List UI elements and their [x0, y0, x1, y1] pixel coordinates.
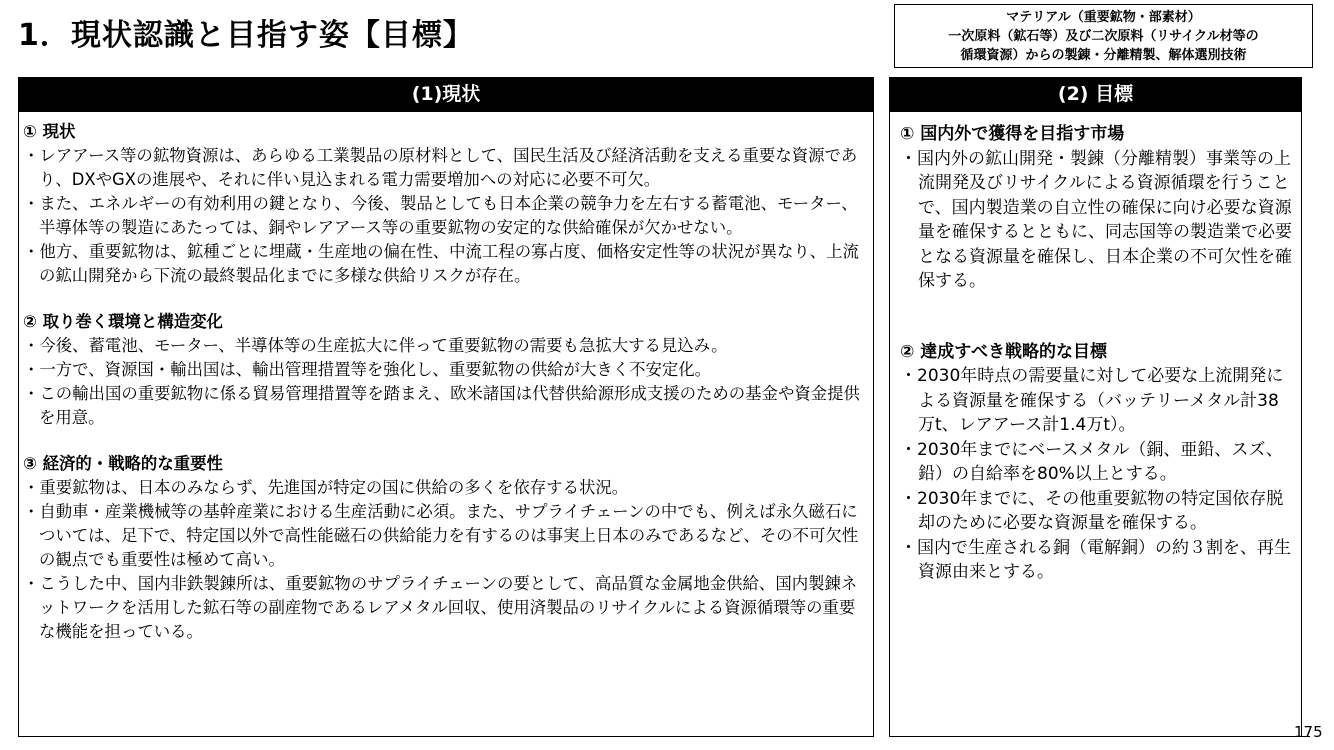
page-number: 175 [1294, 723, 1323, 741]
bullet-item: ・国内外の鉱山開発・製錬（分離精製）事業等の上流開発及びリサイクルによる資源循環を行うことで、国内製造業の自立性の確保に向け必要な資源量を確保するとともに、同志国等の製造業で必要となる資源量を確保し、日本企業の不可欠性を確保する。 [900, 148, 1292, 291]
goals-body [890, 112, 1301, 585]
bullet-item: ・国内で生産される銅（電解銅）の約３割を、再生資源由来とする。 [900, 537, 1291, 582]
category-tag-line: マテリアル（重要鉱物・部素材） [1006, 10, 1201, 25]
goals-header: (2) 目標 [890, 78, 1301, 112]
section-heading: ② 取り巻く環境と構造変化 [23, 312, 223, 331]
section-heading: ③ 経済的・戦略的な重要性 [23, 454, 223, 473]
bullet-item: ・2030年までにベースメタル（銅、亜鉛、スズ、鉛）の自給率を80%以上とする。 [900, 439, 1283, 484]
category-tag-box [894, 4, 1313, 68]
section-heading: ① 現状 [23, 122, 76, 141]
bullet-item: ・他方、重要鉱物は、鉱種ごとに埋蔵・生産地の偏在性、中流工程の寡占度、価格安定性等の状況が異なり、上流の鉱山開発から下流の最終製品化までに多様な供給リスクが存在。 [23, 242, 859, 285]
bullet-item: ・2030年時点の需要量に対して必要な上流開発による資源量を確保する（バッテリーメタル計38万t、レアアース計1.4万t）。 [900, 366, 1284, 435]
bullet-item: ・この輸出国の重要鉱物に係る貿易管理措置等を踏まえ、欧米諸国は代替供給源形成支援のための基金や資金提供を用意。 [23, 384, 860, 427]
bullet-item: ・自動車・産業機械等の基幹産業における生産活動に必須。また、サプライチェーンの中でも、例えば永久磁石については、足下で、特定国以外で高性能磁石の供給能力を有するのは事実上日本のみであるなど、その不可欠性の観点でも重要性は極めて高い。 [23, 502, 859, 569]
section-heading: ② 達成すべき戦略的な目標 [900, 341, 1107, 362]
section-heading: ① 国内外で獲得を目指す市場 [900, 124, 1125, 144]
bullet-item: ・2030年までに、その他重要鉱物の特定国依存脱却のために必要な資源量を確保する。 [900, 488, 1284, 533]
bullet-item: ・一方で、資源国・輸出国は、輸出管理措置等を強化し、重要鉱物の供給が大きく不安定化。 [23, 360, 712, 379]
current-status-body [19, 112, 873, 644]
bullet-item: ・また、エネルギーの有効利用の鍵となり、今後、製品としても日本企業の競争力を左右する蓄電池、モーター、半導体等の製造にあたっては、銅やレアアース等の重要鉱物の安定的な供給確保が欠かせない。 [23, 194, 858, 237]
bullet-item: ・レアアース等の鉱物資源は、あらゆる工業製品の原材料として、国民生活及び経済活動を支える重要な資源であり、DXやGXの進展や、それに伴い見込まれる電力需要増加への対応に必要不可欠。 [23, 146, 858, 189]
bullet-item: ・今後、蓄電池、モーター、半導体等の生産拡大に伴って重要鉱物の需要も急拡大する見込み。 [23, 336, 728, 355]
category-tag-line: 循環資源）からの製錬・分離精製、解体選別技術 [960, 48, 1247, 63]
current-status-panel [18, 77, 874, 737]
category-tag-line: 一次原料（鉱石等）及び二次原料（リサイクル材等の [948, 29, 1259, 44]
bullet-item: ・こうした中、国内非鉄製錬所は、重要鉱物のサプライチェーンの要として、高品質な金属地金供給、国内製錬ネットワークを活用した鉱石等の副産物であるレアメタル回収、使用済製品のリサイクルによる資源循環等の重要な機能を担っている。 [23, 574, 858, 641]
page-title: 1．現状認識と目指す姿【目標】 [18, 18, 474, 53]
current-status-header: (1)現状 [19, 78, 873, 112]
bullet-item: ・重要鉱物は、日本のみならず、先進国が特定の国に供給の多くを依存する状況。 [23, 478, 629, 497]
goals-panel [889, 77, 1302, 737]
